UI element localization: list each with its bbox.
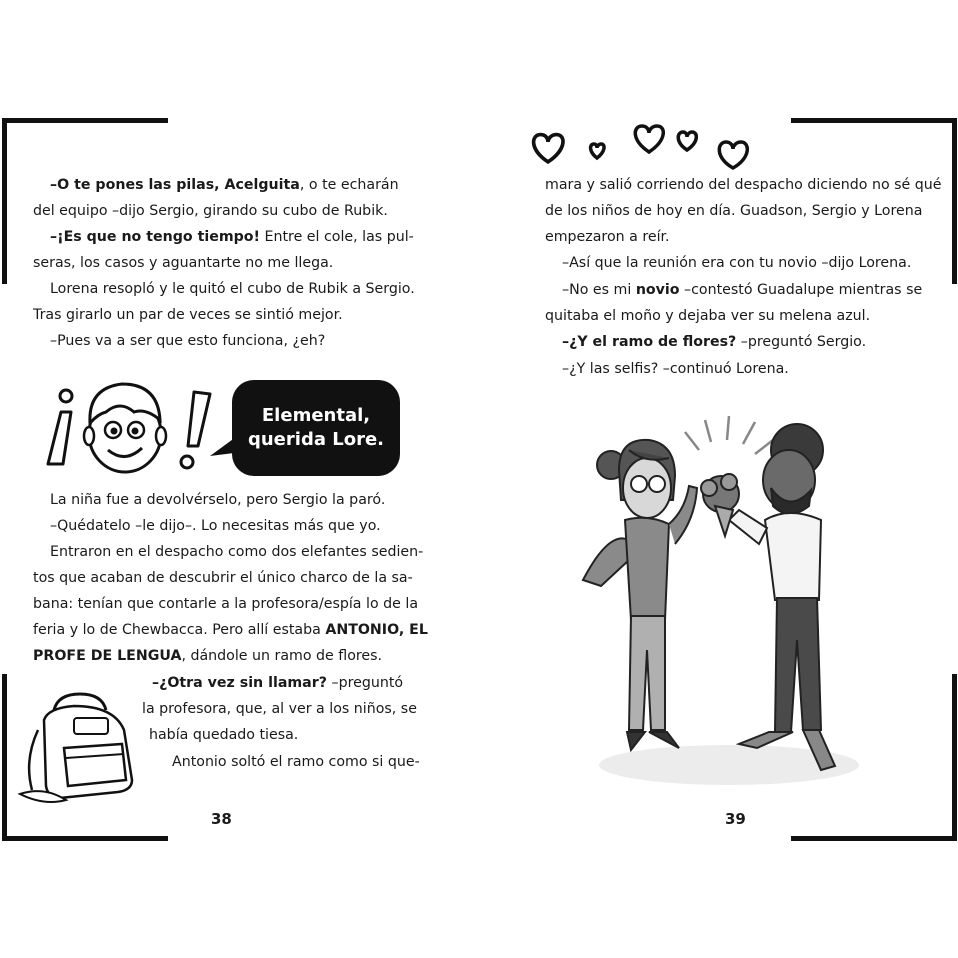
- text-line: [50, 276, 415, 302]
- text-line: [172, 749, 420, 775]
- page-number: 38: [211, 810, 232, 828]
- bold-text-segment: PROFE DE LENGUA: [33, 648, 182, 664]
- corner-bracket-top-left: [2, 118, 168, 123]
- text-segment: quitaba el moño y dejaba ver su melena azul.: [545, 308, 871, 324]
- corner-bracket-bottom-right: [791, 836, 957, 841]
- text-line: [50, 487, 385, 513]
- corner-bracket-bottom-left: [2, 836, 168, 841]
- text-segment: –Pues va a ser que esto funciona, ¿eh?: [50, 333, 326, 349]
- corner-bracket-top-right: [952, 118, 957, 284]
- text-line: [50, 224, 414, 250]
- text-line: [562, 329, 866, 355]
- bold-text-segment: –¿Y el ramo de flores?: [562, 334, 737, 350]
- text-line: [152, 670, 403, 696]
- exclamation-close-icon: [174, 388, 214, 474]
- text-segment: –preguntó: [326, 675, 404, 691]
- text-line: [50, 513, 381, 539]
- corner-bracket-top-right: [791, 118, 957, 123]
- text-segment: –Quédatelo –le dijo–. Lo necesitas más que yo.: [50, 518, 381, 534]
- text-line: [562, 277, 922, 303]
- text-line: [33, 643, 382, 669]
- text-line: [33, 198, 388, 224]
- text-segment: –contestó Guadalupe mientras se: [679, 282, 923, 298]
- bold-text-segment: –¡Es que no tengo tiempo!: [50, 229, 261, 245]
- bold-text-segment: –O te pones las pilas, Acelguita: [50, 177, 300, 193]
- text-line: [545, 303, 870, 329]
- text-segment: empezaron a reír.: [545, 229, 670, 245]
- corner-bracket-top-left: [2, 118, 7, 284]
- text-line: [50, 539, 423, 565]
- text-line: [545, 224, 670, 250]
- text-segment: –No es mi: [562, 282, 636, 298]
- corner-bracket-bottom-left: [2, 674, 7, 841]
- text-segment: Antonio soltó el ramo como si que-: [172, 754, 420, 770]
- text-line: [50, 328, 325, 354]
- text-line: [33, 591, 418, 617]
- text-segment: Entre el cole, las pul-: [260, 229, 414, 245]
- text-line: [562, 250, 911, 276]
- text-line: [33, 302, 343, 328]
- text-segment: –Así que la reunión era con tu novio –dijo Lorena.: [562, 255, 912, 271]
- text-segment: , dándole un ramo de flores.: [181, 648, 383, 664]
- text-segment: feria y lo de Chewbacca. Pero allí estaba: [33, 622, 326, 638]
- speech-bubble-line2: querida Lore.: [247, 429, 384, 450]
- text-segment: Entraron en el despacho como dos elefantes sedien-: [50, 544, 424, 560]
- text-segment: Lorena resopló y le quitó el cubo de Rubik a Sergio.: [50, 281, 415, 297]
- hearts-icon: [525, 122, 765, 174]
- text-line: [50, 172, 399, 198]
- text-line: [33, 617, 428, 643]
- text-line: [33, 565, 413, 591]
- text-segment: , o te echarán: [299, 177, 399, 193]
- text-segment: tos que acaban de descubrir el único charco de la sa-: [33, 570, 413, 586]
- text-line: [142, 696, 417, 722]
- right-page: [479, 0, 958, 958]
- text-segment: de los niños de hoy en día. Guadson, Sergio y Lorena: [545, 203, 923, 219]
- text-segment: mara y salió corriendo del despacho diciendo no sé qué: [545, 177, 942, 193]
- text-segment: había quedado tiesa.: [149, 727, 299, 743]
- text-segment: la profesora, que, al ver a los niños, se: [142, 701, 417, 717]
- speech-bubble-line1: Elemental,: [261, 405, 371, 426]
- text-line: [545, 198, 922, 224]
- text-segment: bana: tenían que contarle a la profesora/espía lo de la: [33, 596, 419, 612]
- bold-text-segment: –¿Otra vez sin llamar?: [152, 675, 327, 691]
- text-line: [149, 722, 298, 748]
- text-line: [545, 172, 942, 198]
- bold-text-segment: novio: [635, 282, 680, 298]
- text-segment: –preguntó Sergio.: [736, 334, 867, 350]
- couple-with-flowers-illustration: [589, 410, 859, 790]
- text-line: [33, 250, 333, 276]
- text-segment: seras, los casos y aguantarte no me llega.: [33, 255, 334, 271]
- boy-face-icon: [80, 378, 170, 478]
- speech-bubble: [232, 380, 400, 476]
- text-line: [562, 356, 789, 382]
- text-segment: Tras girarlo un par de veces se sintió mejor.: [33, 307, 343, 323]
- page-number: 39: [725, 810, 746, 828]
- backpack-icon: [14, 690, 136, 810]
- bold-text-segment: ANTONIO, EL: [325, 622, 428, 638]
- exclamation-open-icon: [36, 388, 76, 470]
- text-segment: del equipo –dijo Sergio, girando su cubo de Rubik.: [33, 203, 388, 219]
- text-segment: La niña fue a devolvérselo, pero Sergio la paró.: [50, 492, 386, 508]
- text-segment: –¿Y las selfis? –continuó Lorena.: [562, 361, 789, 377]
- corner-bracket-bottom-right: [952, 674, 957, 841]
